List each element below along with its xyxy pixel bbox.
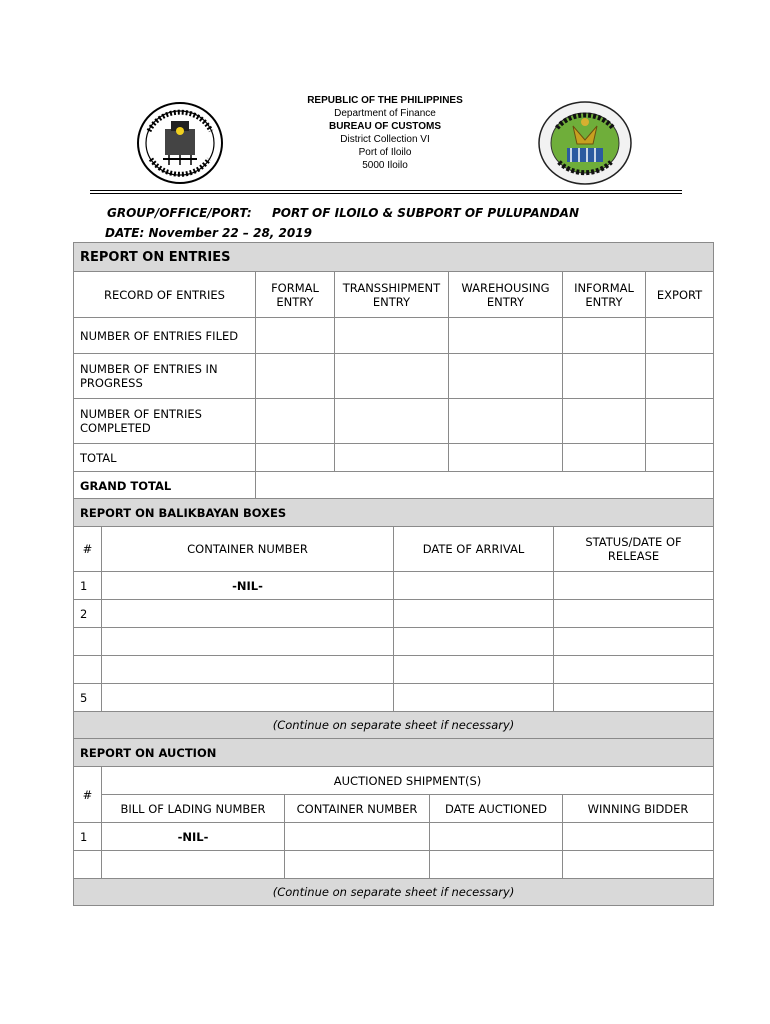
entries-row-in-progress-label: NUMBER OF ENTRIES IN PROGRESS xyxy=(74,354,256,399)
balikbayan-row-number xyxy=(74,656,102,684)
entries-cell[interactable] xyxy=(335,354,449,399)
balikbayan-cell[interactable] xyxy=(394,572,554,600)
report-date: DATE: November 22 – 28, 2019 xyxy=(105,226,312,240)
header-department: Department of Finance xyxy=(334,108,436,119)
auction-section-title: REPORT ON AUCTION xyxy=(74,739,714,767)
entries-header-record: RECORD OF ENTRIES xyxy=(74,272,256,318)
balikbayan-cell[interactable] xyxy=(394,628,554,656)
auction-table xyxy=(73,738,714,906)
entries-cell[interactable] xyxy=(335,444,449,472)
entries-row-completed-label: NUMBER OF ENTRIES COMPLETED xyxy=(74,399,256,444)
balikbayan-row-number: 1 xyxy=(74,572,102,600)
auction-cell[interactable] xyxy=(285,823,430,851)
entries-table xyxy=(73,242,714,500)
entries-cell[interactable] xyxy=(449,354,563,399)
auction-header-bidder: WINNING BIDDER xyxy=(563,795,714,823)
entries-cell[interactable] xyxy=(563,354,646,399)
balikbayan-cell[interactable] xyxy=(554,628,714,656)
auction-cell[interactable] xyxy=(102,851,285,879)
auction-row-number: 1 xyxy=(74,823,102,851)
auction-row-number xyxy=(74,851,102,879)
balikbayan-row-number: 2 xyxy=(74,600,102,628)
balikbayan-cell[interactable] xyxy=(394,656,554,684)
entries-header-transshipment: TRANSSHIPMENT ENTRY xyxy=(335,272,449,318)
balikbayan-cell[interactable] xyxy=(102,600,394,628)
entries-cell[interactable] xyxy=(646,318,714,354)
entries-section-title: REPORT ON ENTRIES xyxy=(74,243,714,272)
balikbayan-cell[interactable] xyxy=(554,656,714,684)
balikbayan-cell[interactable] xyxy=(102,628,394,656)
entries-cell[interactable] xyxy=(449,399,563,444)
entries-cell[interactable] xyxy=(449,318,563,354)
balikbayan-cell[interactable] xyxy=(554,600,714,628)
balikbayan-section-title: REPORT ON BALIKBAYAN BOXES xyxy=(74,499,714,527)
entries-cell[interactable] xyxy=(256,399,335,444)
header-rule-bottom xyxy=(90,193,682,194)
balikbayan-header-arrival: DATE OF ARRIVAL xyxy=(394,527,554,572)
balikbayan-cell[interactable] xyxy=(554,572,714,600)
entries-cell[interactable] xyxy=(335,318,449,354)
entries-cell[interactable] xyxy=(335,399,449,444)
balikbayan-nil: -NIL- xyxy=(102,572,394,600)
balikbayan-cell[interactable] xyxy=(554,684,714,712)
auction-header-number: # xyxy=(74,767,102,823)
balikbayan-cell[interactable] xyxy=(102,684,394,712)
entries-cell[interactable] xyxy=(563,318,646,354)
balikbayan-header-number: # xyxy=(74,527,102,572)
entries-header-export: EXPORT xyxy=(646,272,714,318)
auction-nil: -NIL- xyxy=(102,823,285,851)
entries-cell[interactable] xyxy=(646,399,714,444)
entries-cell[interactable] xyxy=(256,354,335,399)
auction-cell[interactable] xyxy=(563,851,714,879)
balikbayan-cell[interactable] xyxy=(394,600,554,628)
entries-row-total-label: TOTAL xyxy=(74,444,256,472)
entries-cell[interactable] xyxy=(449,444,563,472)
balikbayan-header-container: CONTAINER NUMBER xyxy=(102,527,394,572)
entries-cell[interactable] xyxy=(563,444,646,472)
entries-header-informal: INFORMAL ENTRY xyxy=(563,272,646,318)
entries-cell[interactable] xyxy=(646,444,714,472)
entries-row-filed-label: NUMBER OF ENTRIES FILED xyxy=(74,318,256,354)
entries-grand-total-label: GRAND TOTAL xyxy=(74,472,256,500)
entries-cell[interactable] xyxy=(563,399,646,444)
entries-cell[interactable] xyxy=(256,318,335,354)
header-rule-top xyxy=(90,190,682,191)
entries-header-formal: FORMAL ENTRY xyxy=(256,272,335,318)
auction-header-container: CONTAINER NUMBER xyxy=(285,795,430,823)
balikbayan-header-status: STATUS/DATE OF RELEASE xyxy=(554,527,714,572)
group-office-port-label: GROUP/OFFICE/PORT: xyxy=(107,206,252,220)
entries-cell[interactable] xyxy=(646,354,714,399)
balikbayan-cell[interactable] xyxy=(394,684,554,712)
auction-continue-note: (Continue on separate sheet if necessary) xyxy=(74,879,714,906)
header-district: District Collection VI xyxy=(340,134,430,145)
auction-cell[interactable] xyxy=(430,851,563,879)
auction-header-date: DATE AUCTIONED xyxy=(430,795,563,823)
auction-cell[interactable] xyxy=(430,823,563,851)
entries-grand-total-value[interactable] xyxy=(256,472,714,500)
header-bureau: BUREAU OF CUSTOMS xyxy=(328,121,442,132)
auction-header-bill-of-lading: BILL OF LADING NUMBER xyxy=(102,795,285,823)
header-republic: REPUBLIC OF THE PHILIPPINES xyxy=(307,95,463,106)
auction-cell[interactable] xyxy=(285,851,430,879)
balikbayan-row-number xyxy=(74,628,102,656)
entries-cell[interactable] xyxy=(256,444,335,472)
header-port: Port of Iloilo xyxy=(358,147,412,158)
auction-header-shipments: AUCTIONED SHIPMENT(S) xyxy=(102,767,714,795)
balikbayan-cell[interactable] xyxy=(102,656,394,684)
auction-cell[interactable] xyxy=(563,823,714,851)
entries-header-warehousing: WAREHOUSING ENTRY xyxy=(449,272,563,318)
balikbayan-row-number: 5 xyxy=(74,684,102,712)
balikbayan-continue-note: (Continue on separate sheet if necessary) xyxy=(74,712,714,739)
balikbayan-table xyxy=(73,498,714,739)
group-office-port-value: PORT OF ILOILO & SUBPORT OF PULUPANDAN xyxy=(272,206,579,220)
header-postal: 5000 Iloilo xyxy=(362,160,408,171)
